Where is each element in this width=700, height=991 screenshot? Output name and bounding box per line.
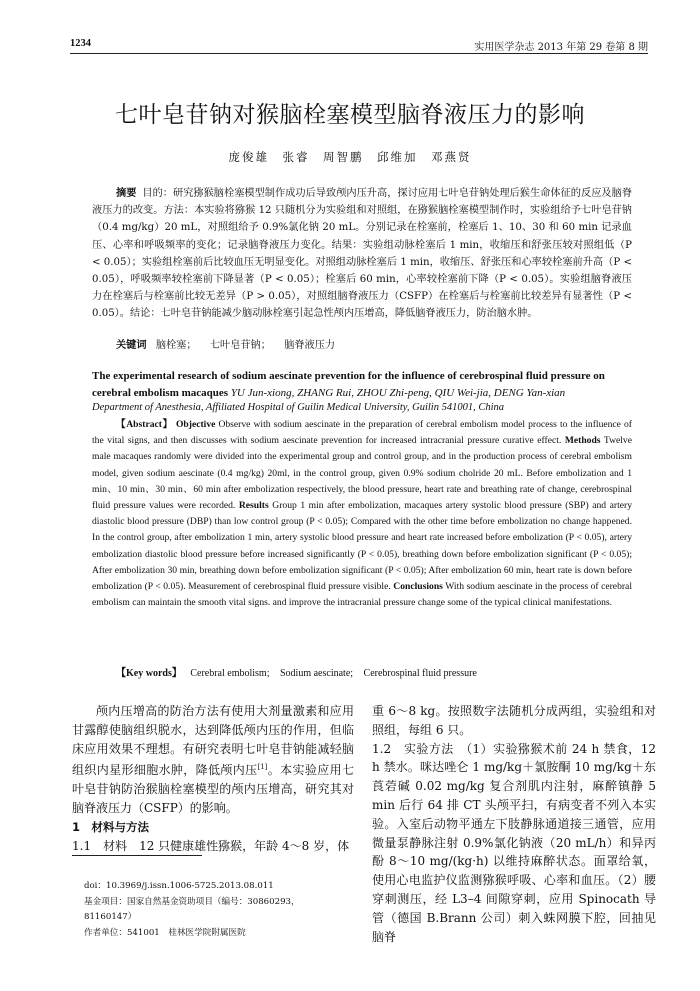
journal-info: 实用医学杂志 2013 年第 29 卷第 8 期	[474, 42, 648, 53]
author-affiliation: 作者单位：541001 桂林医学院附属医院	[84, 927, 246, 938]
doi: doi：10.3969/j.issn.1006-5725.2013.08.011	[84, 881, 274, 891]
keywords-label: 关键词	[116, 339, 147, 351]
subsection-materials: 1.1 材料 12 只健康雄性猕猴，年龄 4～8 岁，体	[72, 838, 350, 853]
article-title: 七叶皂苷钠对猴脑栓塞模型脑脊液压力的影响	[115, 102, 585, 128]
abstract-en-label: 【Abstract】	[116, 419, 173, 430]
keyword: Cerebrospinal fluid pressure	[363, 668, 477, 679]
methods-text: Twelve male macaques randomly were divided into the experimental group and control group, and in the production process of cerebral embolism model, given sodium aescinate (0.4 mg/kg) 20ml, in the control group, given 0.9% sodium cholride 20 mL. Before embolization and 1 min、10 min、30 min、60 min after embolization respectively, the blood pressure, heart rate and breathing rate of change, cerebrospinal fluid pressure values were recorded.	[92, 435, 632, 512]
objective-label: Objective	[175, 419, 216, 430]
section-heading: 1 材料与方法	[72, 819, 150, 834]
keyword: 脑栓塞；	[155, 340, 197, 351]
fund-info: 基金项目：国家自然基金资助项目（编号：30860293，81160147）	[84, 896, 300, 922]
page-number: 1234	[70, 38, 91, 49]
citation-ref: [1]	[257, 763, 268, 772]
keyword: Cerebral embolism;	[190, 668, 270, 679]
body-left-column	[72, 702, 354, 855]
footnote-rule	[72, 855, 202, 856]
running-header	[70, 36, 648, 54]
methods-label: Methods	[564, 435, 601, 447]
english-title-block	[92, 368, 632, 402]
body-right-column	[372, 702, 656, 946]
results-label: Results	[238, 500, 269, 512]
abstract-chinese	[92, 185, 632, 323]
conclusions-label: Conclusions	[393, 581, 443, 593]
abstract-text: 目的：研究猕猴脑栓塞模型制作成功后导致颅内压升高，探讨应用七叶皂苷钠处理后猴生命体征的反应及脑脊液压力的改变。方法：本实验将猕猴 12 只随机分为实验组和对照组，在猕猴脑栓塞模型制作时，实验组给予七叶皂苷钠（0.4 mg/kg）20 mL，对照组给予 0.9%氯化钠 20 mL。分别记录在栓塞前，栓塞后 1、10、30 和 60 min 记录血压、心率和呼吸频率的变化；记录脑脊液压力变化。结果：实验组动脉栓塞后 1 min，收缩压和舒张压较对照组低（P < 0.05）；实验组栓塞前后比较血压无明显变化。对照组动脉栓塞后 1 min，收缩压、舒张压和心率较栓塞前升高（P < 0.05），呼吸频率较栓塞前下降显著（P < 0.05）；栓塞后 60 min，心率较栓塞前下降（P < 0.05）。实验组脑脊液压力在栓塞后与栓塞前比较无差异（P > 0.05），对照组脑脊液压力（CSFP）在栓塞后与栓塞前比较差异有显著性（P < 0.05）。结论：七叶皂苷钠能减少脑动脉栓塞引起急性颅内压增高，降低脑脊液压力，防治脑水肿。	[92, 188, 633, 320]
keyword: 七叶皂苷钠；	[209, 340, 271, 351]
english-title: The experimental research of sodium aescinate prevention for the influence of cerebrospinal fluid pressure on cerebral embolism macaques	[92, 370, 605, 399]
keyword: 脑脊液压力	[284, 340, 336, 351]
keyword: Sodium aescinate;	[280, 668, 354, 679]
results-text: Group 1 min after embolization, macaques artery systolic blood pressure (SBP) and artery diastolic blood pressure (DBP) than low control group (P < 0.05); Compared with the other time before embolization no change happened. In the control group, after embolization 1 min, artery systolic blood pressure and heart rate increased before embolization (P < 0.05), artery embolization diastolic blood pressure before increased significantly (P < 0.05), breathing down before embolization significant (P < 0.05); After embolization 30 min, breathing down before embolization significant (P < 0.05); After embolization 60 min, heart rate is down before embolization (P < 0.05). Measurement of cerebrospinal fluid pressure visible.	[92, 500, 632, 593]
intro-paragraph: 颅内压增高的防治方法有使用大剂量激素和应用甘露醇使脑组织脱水，达到降低颅内压的作用，但临床应用效果不理想。有研究表明七叶皂苷钠能减轻脑组织内星形细胞水肿，降低颅内压[1]。本实验应用七叶皂苷钠防治猴脑栓塞模型的颅内压增高，研究其对脑脊液压力（CSFP）的影响。	[72, 704, 354, 815]
author-list: 庞俊雄 张睿 周智鹏 邱维加 邓燕贤	[228, 150, 472, 164]
english-authors: YU Jun-xiong, ZHANG Rui, ZHOU Zhi-peng, QIU Wei-jia, DENG Yan-xian	[230, 387, 566, 399]
conclusions-text: With sodium aescinate in the process of cerebral embolism can maintain the smooth vital signs. and improve the intracranial pressure change some of the typical clinical manifestations.	[92, 581, 632, 609]
keywords-chinese	[116, 336, 616, 351]
abstract-label: 摘要	[116, 187, 137, 199]
english-department: Department of Anesthesia, Affiliated Hospital of Guilin Medical University, Guilin 541001, China	[92, 402, 505, 413]
objective-text: Observe with sodium aescinate in the preparation of cerebral embolism model process to the influence of the vital signs, and then discusses with sodium aescinate prevention for increased intracranial pressure curative effect.	[92, 419, 632, 447]
abstract-english	[92, 417, 632, 611]
materials-continued: 重 6～8 kg。按照数字法随机分成两组，实验组和对照组，每组 6 只。	[372, 704, 656, 737]
keywords-english	[116, 664, 616, 679]
footnote	[84, 879, 344, 941]
keywords-en-label: 【Key words】	[116, 668, 182, 679]
subsection-methods: 1.2 实验方法 （1）实验猕猴术前 24 h 禁食，12 h 禁水。咪达唑仑 1 mg/kg＋氯胺酮 10 mg/kg＋东莨菪碱 0.02 mg/kg 复合剂肌内注射，麻醉镇静 5 min 后行 64 排 CT 头颅平扫，有病变者不列入本实验。入室后动物平通左下肢静脉通道接三通管，应用微量泵静脉注射 0.9%氯化钠液（20 mL/h）和异丙酚 8～10 mg/(kg·h) 以维持麻醉状态。面罩给氧，使用心电监护仪监测猕猴呼吸、心率和血压。（2）腰穿刺测压，经 L3–4 间隙穿刺，应用 Spinocath 导管（德国 B.Brann 公司）刺入蛛网膜下腔，回抽见脑脊	[372, 741, 656, 944]
